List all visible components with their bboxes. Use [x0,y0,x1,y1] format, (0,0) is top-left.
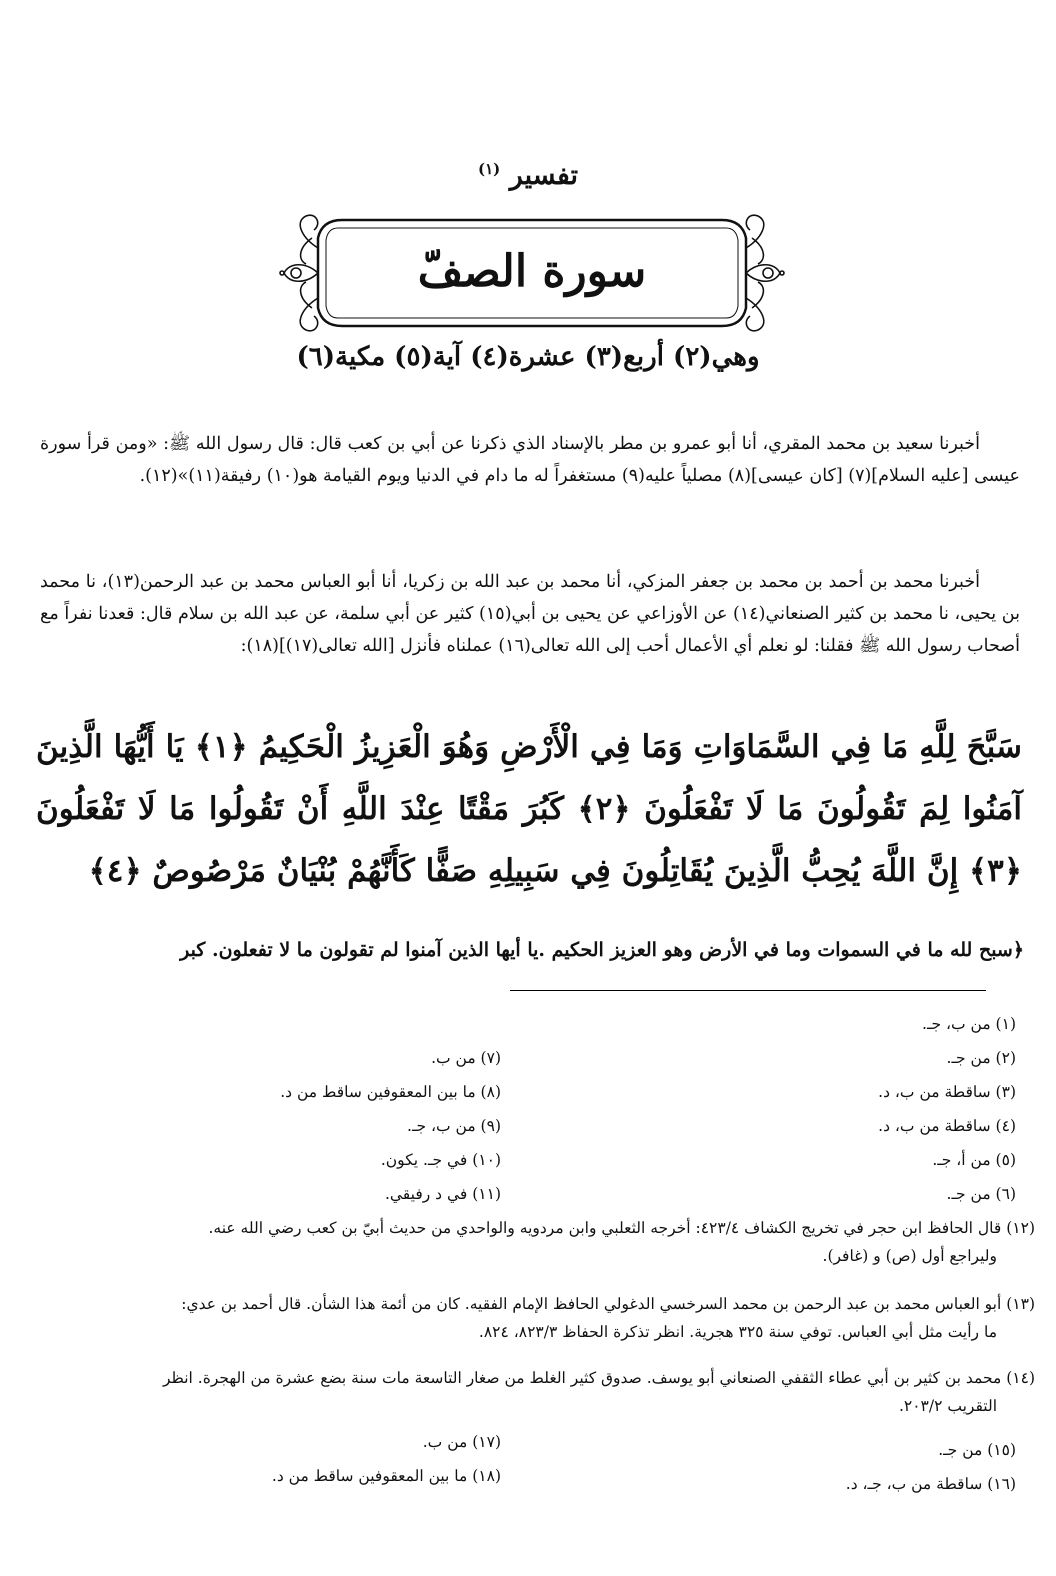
surah-title: سورة الصفّ [417,246,647,297]
footnote: (٩) من ب، جـ. [407,1117,501,1135]
footnote: (١٧) من ب. [422,1433,501,1451]
footnote-12 [40,1214,1035,1270]
footnote: (١٨) ما بين المعقوفين ساقط من د. [271,1467,501,1485]
heading [0,160,1056,191]
footnote-14-line-2: التقريب ٢٠٣/٢. [898,1397,997,1415]
footnote: (٦) من جـ. [946,1185,1016,1203]
surah-title-frame [272,208,792,338]
footnote: (٢) من جـ. [946,1049,1016,1067]
paragraph-2: أخبرنا محمد بن أحمد بن محمد بن جعفر المزكي، أنا محمد بن عبد الله بن زكريا، أنا أبو العباس محمد بن عبد الرحمن(١٣)، نا محمد بن يحيى، نا محمد بن كثير الصنعاني(١٤) عن الأوزاعي عن يحيى بن أبي(١٥) كثير عن أبي سلمة، عن عبد الله بن سلام قال: قعدنا نفراً مع أصحاب رسول الله ﷺ فقلنا: لو نعلم أي الأعمال أحب إلى الله تعالى(١٦) عملناه فأنزل [الله تعالى(١٧)](١٨): [40,572,1020,656]
footnote: (١٠) في جـ. يكون. [380,1151,501,1169]
footnote: (٣) ساقطة من ب، د. [878,1083,1016,1101]
footnote-divider [510,990,986,991]
paragraph-1: أخبرنا سعيد بن محمد المقري، أنا أبو عمرو بن مطر بالإسناد الذي ذكرنا عن أبي بن كعب قال: قال رسول الله ﷺ: «ومن قرأ سورة عيسى [عليه السلام](٧) [كان عيسى](٨) مصلياً عليه(٩) مستغفراً له ما دام في الدنيا ويوم القيامة هو(١٠) رفيقة(١١)»(١٢). [40,434,1020,486]
footnote: (١٦) ساقطة من ب، جـ، د. [845,1475,1016,1493]
footnote: (٨) ما بين المعقوفين ساقط من د. [280,1083,501,1101]
footnote-14-line-1: (١٤) محمد بن كثير بن أبي عطاء الثقفي الصنعاني أبو يوسف. صدوق كثير الغلط من صغار التاسعة مات سنة بضع عشرة من الهجرة. انظر [162,1369,1035,1387]
footnote: (٥) من أ، جـ. [932,1151,1016,1169]
quran-verse: سَبَّحَ لِلَّهِ مَا فِي السَّمَاوَاتِ وَمَا فِي الْأَرْضِ وَهُوَ الْعَزِيزُ الْحَكِيمُ ﴿١﴾ يَا أَيُّهَا الَّذِينَ آمَنُوا لِمَ تَقُولُونَ مَا لَا تَفْعَلُونَ ﴿٢﴾ كَبُرَ مَقْتًا عِنْدَ اللَّهِ أَنْ تَقُولُوا مَا لَا تَفْعَلُونَ ﴿٣﴾ إِنَّ اللَّهَ يُحِبُّ الَّذِينَ يُقَاتِلُونَ فِي سَبِيلِهِ صَفًّا كَأَنَّهُمْ بُنْيَانٌ مَرْصُوصٌ ﴿٤﴾ [36,729,1022,889]
verse-plain-text: ﴿سبح لله ما في السموات وما في الأرض وهو العزيز الحكيم .يا أيها الذين آمنوا لم تقولون ما لا تفعلون. كبر [180,939,1024,961]
footnote-13 [40,1290,1035,1346]
footnote: (٧) من ب. [431,1049,501,1067]
footnote-14 [40,1364,1035,1420]
footnote-12-line-1: (١٢) قال الحافظ ابن حجر في تخريج الكشاف ٤٢٣/٤: أخرجه الثعلبي وابن مردويه والواحدي من حديث أبيّ بن كعب رضي الله عنه. [208,1219,1035,1237]
heading-text: تفسير [509,160,578,191]
footnote: (٤) ساقطة من ب، د. [878,1117,1016,1135]
footnote: (١) من ب، جـ. [922,1015,1016,1033]
footnote-12-line-2: وليراجع أول (ص) و (غافر). [822,1247,997,1265]
footnote-13-line-2: ما رأيت مثل أبي العباس. توفي سنة ٣٢٥ هجرية. انظر تذكرة الحفاظ ٨٢٣/٣، ٨٢٤. [478,1323,997,1341]
footnote: (١٥) من جـ. [938,1441,1016,1459]
footnote-13-line-1: (١٣) أبو العباس محمد بن عبد الرحمن بن محمد السرخسي الدغولي الحافظ الإمام الفقيه. كان من أئمة هذا الشأن. قال أحمد بن عدي: [181,1295,1035,1313]
surah-subtitle: وهي(٢) أربع(٣) عشرة(٤) آية(٥) مكية(٦) [296,342,760,372]
footnote: (١١) في د رفيقي. [384,1185,501,1203]
heading-footnote-ref: (١) [478,160,501,178]
